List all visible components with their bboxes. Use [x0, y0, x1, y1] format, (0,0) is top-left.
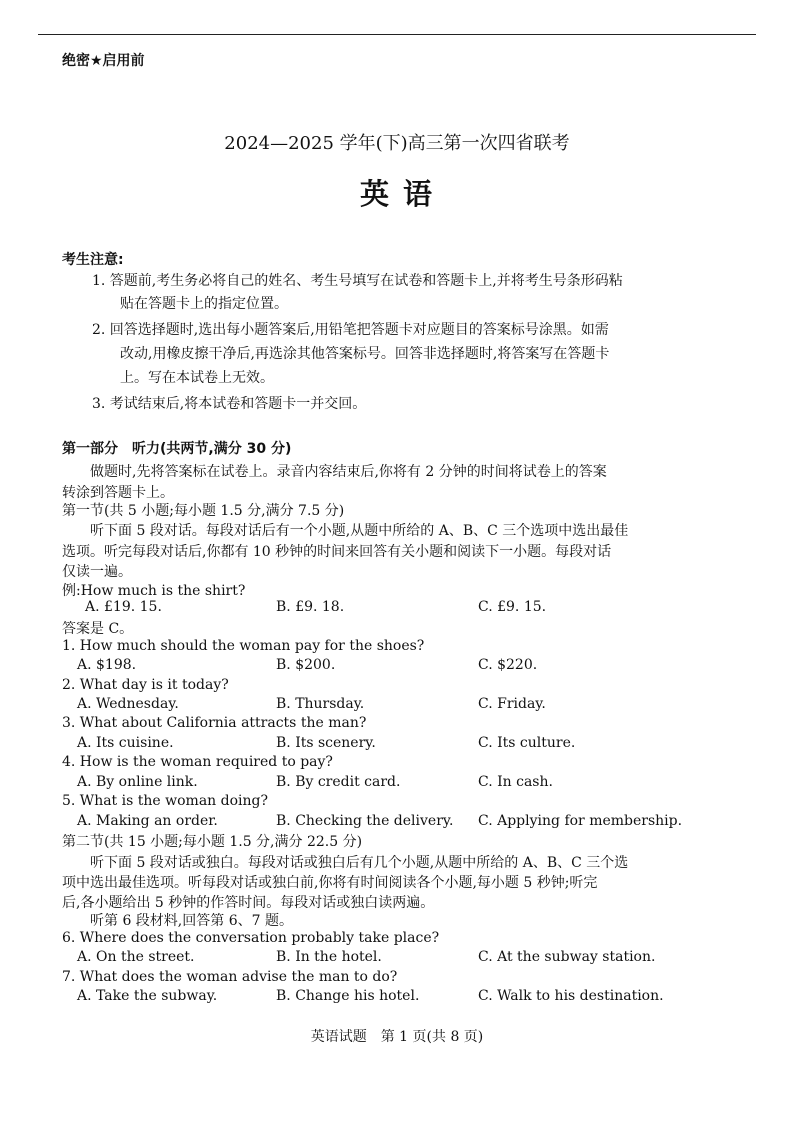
section2-material-note: 听第 6 段材料,回答第 6、7 题。 [90, 913, 293, 929]
section2-heading: 第二节(共 15 小题;每小题 1.5 分,满分 22.5 分) [62, 834, 363, 850]
notice-item-2-line-3: 上。写在本试卷上无效。 [120, 370, 274, 386]
notice-item-3-line-1: 3. 考试结束后,将本试卷和答题卡一并交回。 [92, 396, 367, 412]
question-4-option-a: A. By online link. [77, 774, 198, 790]
notice-item-1-line-1: 1. 答题前,考生务必将自己的姓名、考生号填写在试卷和答题卡上,并将考生号条形码粘 [92, 273, 623, 289]
question-5-option-c: C. Applying for membership. [478, 813, 683, 829]
part1-intro-line-1: 做题时,先将答案标在试卷上。录音内容结束后,你将有 2 分钟的时间将试卷上的答案 [90, 464, 607, 480]
example-option-a: A. £19. 15. [85, 599, 162, 615]
part1-heading: 第一部分 听力(共两节,满分 30 分) [62, 441, 292, 457]
question-4-option-c: C. In cash. [478, 774, 553, 790]
question-3-stem: 3. What about California attracts the man? [62, 715, 367, 731]
section2-instruction-line-2: 项中选出最佳选项。听每段对话或独白前,你将有时间阅读各个小题,每小题 5 秒钟;听完 [62, 875, 598, 891]
question-7-option-a: A. Take the subway. [77, 988, 218, 1004]
section1-instruction-line-1: 听下面 5 段对话。每段对话后有一个小题,从题中所给的 A、B、C 三个选项中选出最佳 [90, 523, 629, 539]
example-option-c: C. £9. 15. [478, 599, 547, 615]
question-2-stem: 2. What day is it today? [62, 677, 229, 693]
question-7-stem: 7. What does the woman advise the man to do? [62, 969, 398, 985]
example-stem: 例:How much is the shirt? [62, 583, 246, 599]
section1-instruction-line-3: 仅读一遍。 [62, 564, 132, 580]
question-7-option-b: B. Change his hotel. [276, 988, 420, 1004]
example-answer: 答案是 C。 [62, 621, 134, 637]
question-2-option-b: B. Thursday. [276, 696, 365, 712]
confidential-label: 绝密★启用前 [62, 53, 145, 69]
question-5-stem: 5. What is the woman doing? [62, 793, 268, 809]
question-3-option-c: C. Its culture. [478, 735, 576, 751]
notice-item-2-line-1: 2. 回答选择题时,选出每小题答案后,用铅笔把答题卡对应题目的答案标号涂黑。如需 [92, 322, 609, 338]
notice-heading: 考生注意: [62, 252, 124, 268]
question-6-option-a: A. On the street. [77, 949, 195, 965]
question-6-stem: 6. Where does the conversation probably take place? [62, 930, 440, 946]
question-1-option-c: C. $220. [478, 657, 538, 673]
section2-instruction-line-1: 听下面 5 段对话或独白。每段对话或独白后有几个小题,从题中所给的 A、B、C 三个选 [90, 855, 629, 871]
example-option-b: B. £9. 18. [276, 599, 345, 615]
part1-intro-line-2: 转涂到答题卡上。 [62, 485, 174, 501]
section2-instruction-line-3: 后,各小题给出 5 秒钟的作答时间。每段对话或独白读两遍。 [62, 895, 435, 911]
question-1-option-a: A. $198. [77, 657, 137, 673]
question-4-stem: 4. How is the woman required to pay? [62, 754, 333, 770]
question-7-option-c: C. Walk to his destination. [478, 988, 664, 1004]
notice-item-2-line-2: 改动,用橡皮擦干净后,再选涂其他答案标号。回答非选择题时,将答案写在答题卡 [120, 346, 610, 362]
question-5-option-a: A. Making an order. [77, 813, 218, 829]
exam-title: 2024—2025 学年(下)高三第一次四省联考 [224, 133, 570, 154]
question-5-option-b: B. Checking the delivery. [276, 813, 454, 829]
question-2-option-a: A. Wednesday. [77, 696, 179, 712]
section1-instruction-line-2: 选项。听完每段对话后,你都有 10 秒钟的时间来回答有关小题和阅读下一小题。每段对话 [62, 544, 612, 560]
page-footer: 英语试题 第 1 页(共 8 页) [310, 1029, 484, 1045]
top-rule [38, 34, 756, 35]
question-3-option-a: A. Its cuisine. [77, 735, 174, 751]
question-4-option-b: B. By credit card. [276, 774, 401, 790]
question-6-option-c: C. At the subway station. [478, 949, 656, 965]
notice-item-1-line-2: 贴在答题卡上的指定位置。 [120, 296, 288, 312]
question-2-option-c: C. Friday. [478, 696, 546, 712]
question-3-option-b: B. Its scenery. [276, 735, 376, 751]
question-6-option-b: B. In the hotel. [276, 949, 382, 965]
question-1-stem: 1. How much should the woman pay for the shoes? [62, 638, 425, 654]
section1-heading: 第一节(共 5 小题;每小题 1.5 分,满分 7.5 分) [62, 503, 345, 519]
subject-title: 英 语 [359, 177, 435, 211]
question-1-option-b: B. $200. [276, 657, 336, 673]
